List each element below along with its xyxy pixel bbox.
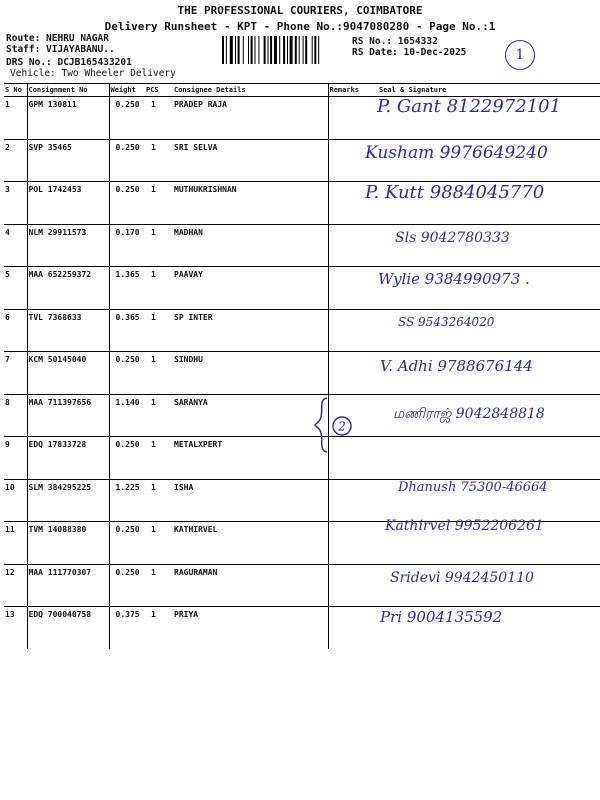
brace-mark-icon	[313, 395, 353, 455]
row-pcs: 1	[145, 267, 173, 310]
row-remarks	[328, 352, 378, 395]
row-sno: 2	[4, 139, 27, 182]
row-sno: 12	[4, 564, 27, 607]
col-sno: S No	[4, 84, 27, 97]
row-pcs: 1	[145, 97, 173, 140]
table-row	[4, 224, 600, 267]
row-weight: 1.365	[109, 267, 145, 310]
col-weight: Weight	[109, 84, 145, 97]
row-consignment: MAA 652259372	[27, 267, 109, 310]
row-signature	[378, 437, 600, 480]
row-pcs: 1	[145, 437, 173, 480]
row-consignment: TVL 7368633	[27, 309, 109, 352]
row-weight: 1.225	[109, 479, 145, 522]
rs-date: RS Date: 10-Dec-2025	[352, 47, 467, 58]
staff-label: Staff: VIJAYABANU..	[6, 44, 115, 55]
row-consignee: MUTHUKRISHNAN	[173, 182, 328, 225]
brace-number: 2	[338, 419, 346, 434]
row-pcs: 1	[145, 522, 173, 565]
row-sno: 5	[4, 267, 27, 310]
table-row	[4, 309, 600, 352]
row-weight: 0.250	[109, 352, 145, 395]
signature-3: P. Kutt 9884045770	[365, 182, 545, 203]
row-pcs: 1	[145, 224, 173, 267]
barcode-icon	[222, 36, 348, 64]
row-remarks	[328, 564, 378, 607]
row-sno: 7	[4, 352, 27, 395]
row-consignee: RAGURAMAN	[173, 564, 328, 607]
row-consignment: MAA 111770307	[27, 564, 109, 607]
rs-number: RS No.: 1654332	[352, 36, 438, 47]
col-remarks: Remarks	[328, 84, 378, 97]
row-sno: 11	[4, 522, 27, 565]
row-weight: 1.140	[109, 394, 145, 437]
row-consignment: NLM 29911573	[27, 224, 109, 267]
row-consignment: KCM 50145040	[27, 352, 109, 395]
row-weight: 0.250	[109, 564, 145, 607]
row-pcs: 1	[145, 394, 173, 437]
row-remarks	[328, 309, 378, 352]
row-remarks	[328, 224, 378, 267]
row-sno: 4	[4, 224, 27, 267]
row-weight: 0.250	[109, 522, 145, 565]
row-consignee: METALXPERT	[173, 437, 328, 480]
row-consignment: MAA 711397656	[27, 394, 109, 437]
row-consignee: SARANYA	[173, 394, 328, 437]
row-pcs: 1	[145, 139, 173, 182]
row-pcs: 1	[151, 610, 156, 619]
row-weight: 0.375	[115, 610, 140, 619]
table-row	[4, 437, 600, 480]
signature-6: SS 9543264020	[398, 315, 495, 329]
signature-4: Sls 9042780333	[395, 230, 510, 246]
row-weight: 0.250	[109, 182, 145, 225]
row-consignment: TVM 14088380	[27, 522, 109, 565]
row-sno: 9	[4, 437, 27, 480]
row-consignee: MADHAN	[173, 224, 328, 267]
row-consignee: SRI SELVA	[173, 139, 328, 182]
col-consignee: Consignee Details	[173, 84, 328, 97]
drs-label: DRS No.: DCJB165433201	[6, 57, 132, 68]
signature-8: மணிராஜ் 9042848818	[393, 406, 545, 422]
signature-7: V. Adhi 9788676144	[380, 357, 533, 375]
row-consignment: EDQ 17833728	[27, 437, 109, 480]
row-consignment: GPM 130811	[27, 97, 109, 140]
row-pcs: 1	[145, 352, 173, 395]
row-remarks	[328, 97, 378, 140]
vehicle-label: Vehicle: Two Wheeler Delivery	[10, 68, 176, 79]
row-pcs: 1	[145, 309, 173, 352]
row-remarks	[328, 607, 378, 649]
signature-2: Kusham 9976649240	[365, 143, 548, 163]
row-consignee: SINDHU	[173, 352, 328, 395]
row-weight: 0.250	[109, 97, 145, 140]
row-weight: 0.365	[109, 309, 145, 352]
row-pcs: 1	[145, 182, 173, 225]
row-remarks	[328, 479, 378, 522]
signature-10: Kathirvel 9952206261	[385, 518, 544, 534]
row-sno: 10	[4, 479, 27, 522]
row-consignee: ISHA	[173, 479, 328, 522]
row-consignee: PRIYA	[173, 607, 328, 649]
signature-12: Pri 9004135592	[380, 608, 503, 626]
signature-5: Wylie 9384990973 .	[378, 270, 530, 288]
row-consignment: POL 1742453	[27, 182, 109, 225]
signature-1: P. Gant 8122972101	[377, 96, 562, 117]
route-label: Route: NEHRU NAGAR	[6, 33, 109, 44]
row-consignee: KATHIRVEL	[173, 522, 328, 565]
row-weight: 0.250	[109, 437, 145, 480]
row-pcs: 1	[145, 479, 173, 522]
signature-11: Sridevi 9942450110	[390, 570, 534, 586]
row-sno: 1	[4, 97, 27, 140]
row-sno: 6	[4, 309, 27, 352]
row-sno: 8	[4, 394, 27, 437]
signature-9: Dhanush 75300-46664	[398, 480, 548, 495]
company-title: THE PROFESSIONAL COURIERS, COIMBATORE	[177, 4, 423, 17]
row-consignment: SVP 35465	[27, 139, 109, 182]
row-consignee: PAAVAY	[173, 267, 328, 310]
row-pcs: 1	[145, 564, 173, 607]
col-pcs: PCS	[145, 84, 173, 97]
row-consignment: SLM 384295225	[27, 479, 109, 522]
row-weight: 0.170	[109, 224, 145, 267]
row-remarks	[328, 522, 378, 565]
runsheet-subtitle: Delivery Runsheet - KPT - Phone No.:9047080280 - Page No.:1	[104, 20, 496, 33]
col-consignment: Consignment No	[27, 84, 109, 97]
row-consignee: PRADEP RAJA	[173, 97, 328, 140]
row-sno: 13	[4, 607, 27, 649]
col-signature: Seal & Signature	[378, 84, 600, 97]
table-header-row	[4, 84, 600, 97]
row-consignee: SP INTER	[173, 309, 328, 352]
row-sno: 3	[4, 182, 27, 225]
row-consignment: EDQ 700040758	[27, 607, 109, 649]
table-row	[4, 607, 600, 649]
page-mark: 1	[505, 40, 535, 70]
row-weight: 0.250	[109, 139, 145, 182]
row-remarks	[328, 267, 378, 310]
